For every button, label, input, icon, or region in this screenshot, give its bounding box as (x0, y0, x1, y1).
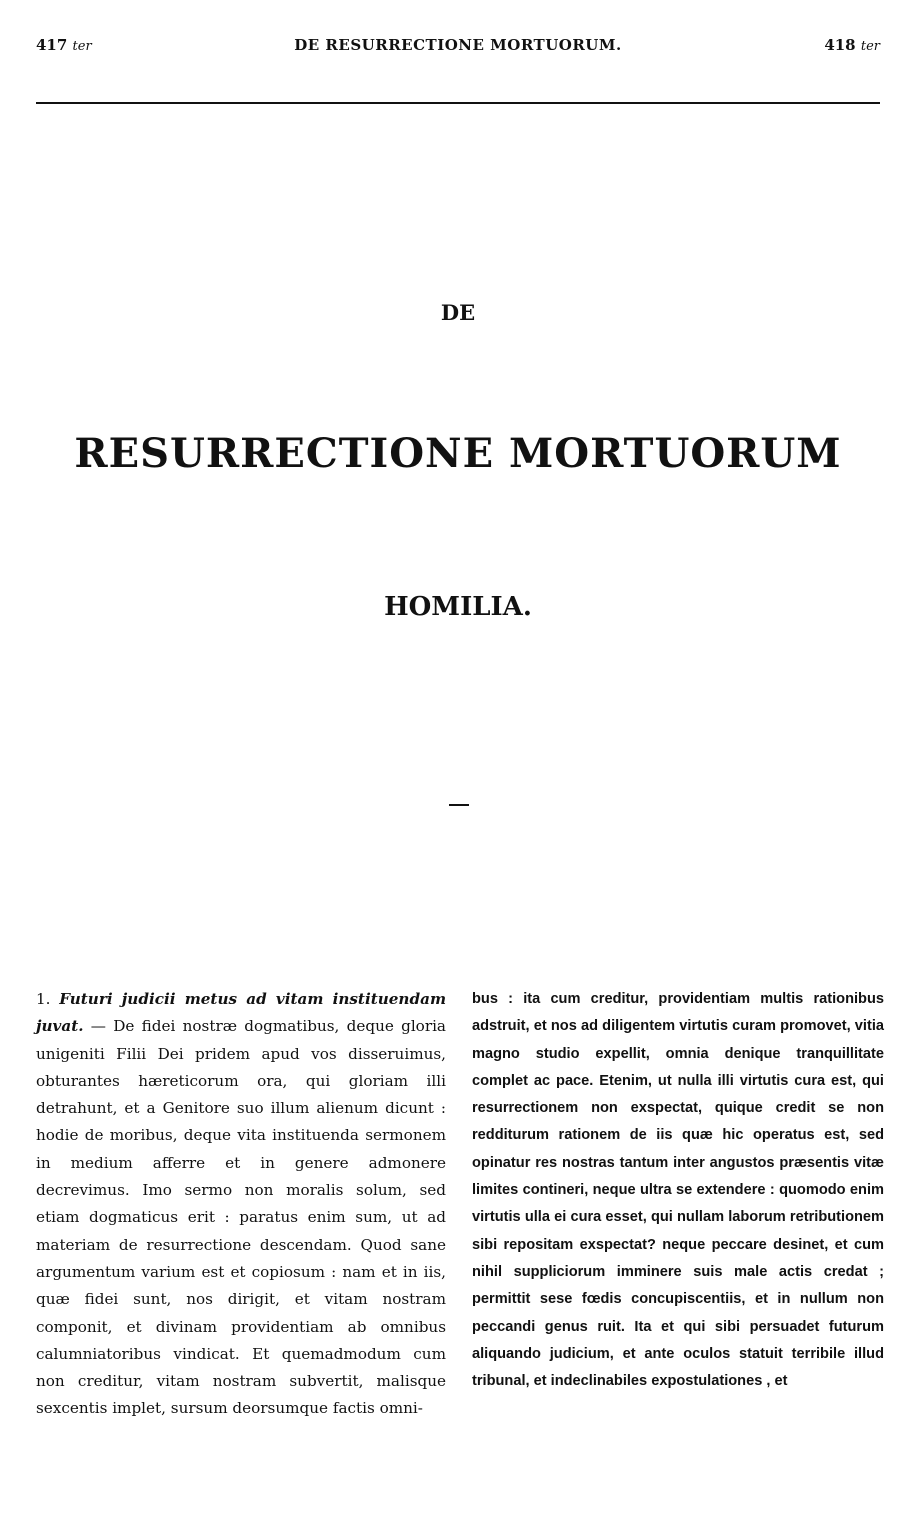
right-column (472, 986, 884, 1395)
right-page-number: 418 ter (824, 36, 880, 54)
title-de: DE (440, 300, 476, 325)
paragraph-1 (36, 986, 446, 1423)
right-column-text: bus : ita cum creditur, providentiam multis rationibus adstruit, et nos ad diligentem virtutis curam promovet, vitia magno studio expellit, omnia denique tranquillitate complet ac pace. Etenim, ut nulla illi virtutis cura est, qui resurrectionem non exspectat, quique credit se non redditurum rationem de iis quæ hic operatus est, sed opinatur res nostras tantum inter angustos præsentis vitæ limites contineri, neque ultra se extendere : quomodo enim virtutis ulla ei cura esset, qui nullam laborum retributionem sibi repositam exspectat? neque peccare desinet, et cum nihil suppliciorum imminere suis male actis credat ; permittit sese fœdis concupiscentiis, et in nullum non peccandi genus ruit. Ita et qui sibi persuadet futurum aliquando judicium, et ante oculos statuit terribile illud tribunal, et indeclinabiles expostulationes , et (472, 991, 884, 1390)
header-rule (36, 102, 880, 104)
running-head (36, 36, 880, 56)
left-column (36, 986, 446, 1423)
title-main: RESURRECTIONE MORTUORUM (74, 430, 842, 477)
title-homilia: HOMILIA. (384, 592, 532, 622)
title-divider (449, 804, 469, 806)
left-column-text: — De fidei nostræ dogmatibus, deque gloria unigeniti Filii Dei pridem apud vos disseruimus, obturantes hæreticorum ora, qui gloriam illi detrahunt, et a Genitore suo illum alienum dicunt : hodie de moribus, deque vita instituenda sermonem in medium afferre et in genere admonere decrevimus. Imo sermo non moralis solum, sed etiam dogmaticus erit : paratus enim sum, ut ad materiam de resurrectione descendam. Quod sane argumentum varium est et copiosum : nam et in iis, quæ fidei sunt, nos dirigit, et vitam nostram componit, et divinam providentiam ab omnibus calumniatoribus vindicat. Et quemadmodum cum non creditur, vitam nostram subvertit, malisque sexcentis implet, sursum deorsumque factis omni- (36, 1017, 446, 1418)
section-lead: Futuri judicii metus ad vitam instituendam juvat. (36, 990, 447, 1036)
running-title: DE RESURRECTIONE MORTUORUM. (294, 36, 622, 54)
section-number: 1. (36, 990, 51, 1008)
left-page-number: 417 ter (36, 36, 92, 54)
